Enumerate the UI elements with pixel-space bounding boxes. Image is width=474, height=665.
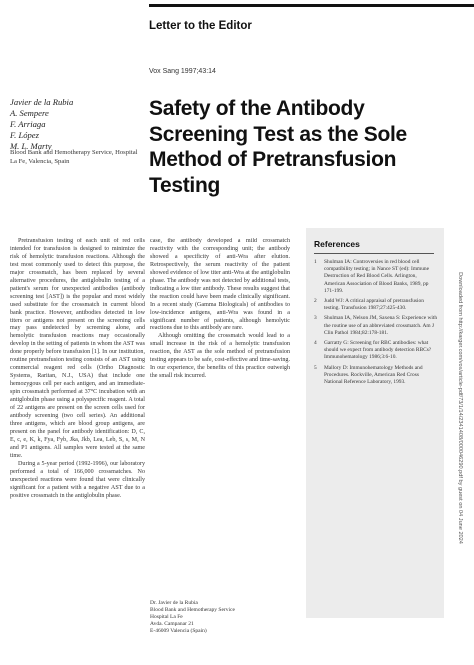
- body-paragraph: Pretransfusion testing of each unit of red cells intended for transfusion is designed to minimize the risk of hemolytic transfusion reactions. Although the test most commonly used to detect this purpose, the major crossmatch, has been replaced by several alternative procedures, the antiglobulin testing of a patient's serum for unexpected antibodies (antibody screening test [AST]) is the popular and most widely used substitute for the crossmatch in current blood bank practice. However, antibodies detected in low titers or antigens not present on the screening cells may pass undetected by screening alone, and hemolytic transfusion reactions may occasionally develop in the setting of patients in whom the AST was done properly before transfusion [1]. In our institution, routine pretransfusion testing consists of an AST using commercial reagent red cells (Ortho Diagnostic Systems, Raritan, N.J., USA) that include one hemozygous cell per each antigen, and an immediate-spin crossmatch performed at 37°C incubation with an antiglobulin phase using a polyspecific reagent. A total of 22 antigens are present on the screen cells used for antibody screening (two cell series). An additional three antigens, which are blood group antigens, are present on the panel for antibody identification: D, C, E, c, e, K, k, Fya, Fyb, Jka, Jkb, Lea, Leb, S, s, M, N and P1 antigens. All samples were tested at the same time.: [10, 238, 145, 459]
- citation: Vox Sang 1997;43:14: [149, 68, 216, 75]
- reference-text: Shulman IA: Controversies in red blood cell compatibility testing; in Nance ST (ed): Immune Destruction of Red Blood Cells. Arlington, American Association of Blood Banks, 1989, pp 171-199.: [324, 259, 429, 294]
- reference-number: 4: [314, 340, 317, 347]
- article-title: Safety of the Antibody Screening Test as the Sole Method of Pretransfusion Testing: [149, 97, 407, 197]
- body-column-2: [150, 238, 290, 588]
- correspondence-address: [150, 600, 290, 635]
- reference-item: [314, 365, 438, 387]
- reference-list: [314, 259, 438, 389]
- author-list: [10, 97, 130, 152]
- reference-item: [314, 298, 438, 312]
- reference-text: Mallory D: Immunohematology Methods and Procedures. Rockville, American Red Cross National Reference Laboratory, 1993.: [324, 364, 423, 386]
- reference-number: 5: [314, 364, 317, 371]
- reference-item: [314, 340, 438, 362]
- reference-text: Shulman IA, Nelson JM, Saxena S: Experience with the routine use of an abbreviated crossmatch. Am J Clin Pathol 1984;82:178-181.: [324, 315, 438, 336]
- body-paragraph: case, the antibody developed a mild crossmatch reactivity with the corresponding unit; the antibody showed a specificity of anti-Wra after elution. Retrospectively, the serum reactivity of the patient showed evidence of low titer anti-Wra at the antiglobulin phase. The antibody was not detected by additional tests, indicating a low titer antibody. These results suggest that the reaction could have been made clinically significant. In a recent study (Gamma Biologicals) of antibodies to low-incidence antigens, anti-Wra was found in a significant number of patients, although hemolytic reactions due to this antibody are rare.: [150, 238, 290, 332]
- affiliation: Blood Bank and Hemotherapy Service, Hospital La Fe, Valencia, Spain: [10, 149, 138, 165]
- correspondence-line: E-46009 Valencia (Spain): [150, 628, 207, 634]
- correspondence-line: Hospital La Fe: [150, 614, 183, 620]
- reference-number: 2: [314, 298, 317, 305]
- correspondence-line: Blood Bank and Hemotherapy Service: [150, 607, 235, 613]
- correspondence-line: Avda. Campanar 21: [150, 621, 194, 627]
- body-paragraph: Although omitting the crossmatch would lead to a small increase in the risk of a hemolytic transfusion reaction, the AST as the sole method of pretransfusion testing appears to be safe, cost-effective and time-saving. In our experience, the benefits of this practice outweigh the small risk incurred.: [150, 333, 290, 380]
- body-paragraph: During a 5-year period (1992-1996), our laboratory performed a total of 166,000 crossmatches. No unexpected reactions were found that were clinically significant for a patient with a negative AST due to a positive crossmatch in the antiglobulin phase.: [10, 460, 145, 499]
- correspondence-line: Dr. Javier de la Rubia: [150, 600, 198, 606]
- author-name: Javier de la Rubia: [10, 97, 74, 107]
- author-name: M. L. Marty: [10, 141, 52, 151]
- reference-text: Garratty G: Screening for RBC antibodies: what should we expect from antibody detection RBCs? Immunohematology 1986;3:6-10.: [324, 340, 432, 361]
- reference-item: [314, 315, 438, 337]
- author-name: A. Sempere: [10, 108, 49, 118]
- reference-item: [314, 259, 438, 295]
- reference-number: 3: [314, 315, 317, 322]
- author-name: F. Arriaga: [10, 119, 46, 129]
- body-column-1: [10, 238, 145, 628]
- download-watermark-text: Downloaded from http://karger.com/vox/article-pdf/73/1/14/2341408/000046290.pdf by guest on 04 June 2024: [457, 272, 463, 544]
- header-rule: [149, 4, 474, 7]
- download-watermark: [450, 198, 470, 618]
- references-heading: References: [314, 239, 360, 249]
- references-rule: [314, 253, 434, 254]
- section-label: Letter to the Editor: [149, 20, 252, 32]
- reference-number: 1: [314, 259, 317, 265]
- reference-text: Judd WJ: A critical appraisal of pretransfusion testing. Transfusion 1987;27:425-430.: [324, 298, 424, 312]
- author-name: F. López: [10, 130, 39, 140]
